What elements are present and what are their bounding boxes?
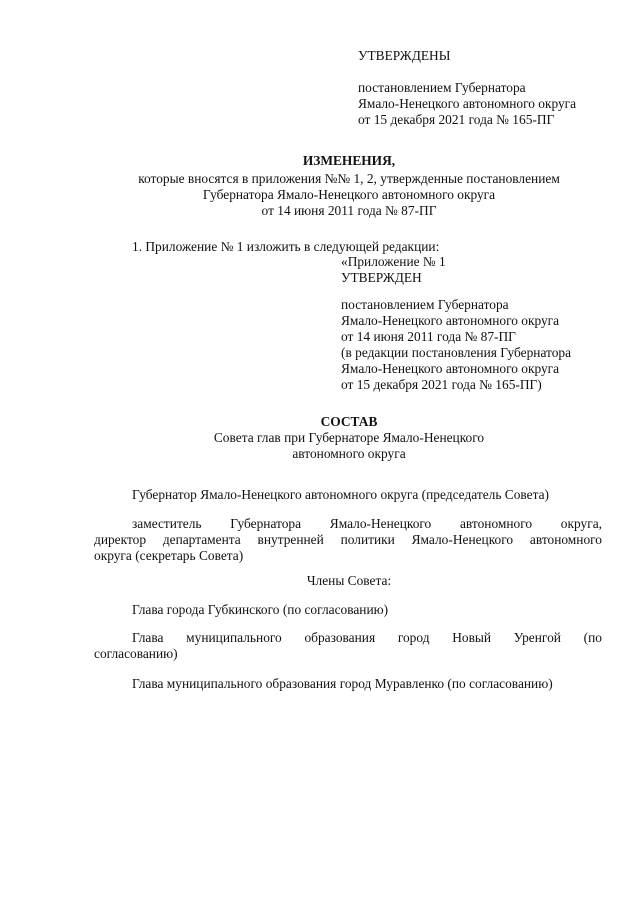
secretary-entry-line: округа (секретарь Совета) [94, 548, 244, 563]
appendix-line: от 14 июня 2011 года № 87-ПГ [341, 329, 516, 344]
member-entry: Глава муниципального образования город Муравленко (по согласованию) [132, 676, 553, 691]
secretary-entry-line: заместитель Губернатора Ямало-Ненецкого автономного округа, [132, 516, 602, 531]
approval-line: постановлением Губернатора [358, 80, 526, 95]
appendix-line: Ямало-Ненецкого автономного округа [341, 313, 560, 328]
secretary-entry-line: директор департамента внутренней политики Ямало-Ненецкого автономного [94, 532, 602, 547]
appendix-line: от 15 декабря 2021 года № 165-ПГ) [341, 377, 542, 392]
member-entry-line: Глава муниципального образования город Новый Уренгой (по [132, 630, 602, 645]
changes-subtitle-line: которые вносятся в приложения №№ 1, 2, утвержденные постановлением [138, 171, 560, 186]
item-1: 1. Приложение № 1 изложить в следующей редакции: [132, 239, 440, 254]
changes-subtitle-line: от 14 июня 2011 года № 87-ПГ [261, 203, 437, 218]
appendix-line: (в редакции постановления Губернатора [341, 345, 572, 360]
composition-title: СОСТАВ [320, 414, 378, 429]
member-entry-line: согласованию) [94, 646, 178, 661]
appendix-line: Ямало-Ненецкого автономного округа [341, 361, 560, 376]
approval-line: Ямало-Ненецкого автономного округа [358, 96, 577, 111]
approval-title: УТВЕРЖДЕНЫ [358, 48, 451, 63]
changes-subtitle-line: Губернатора Ямало-Ненецкого автономного округа [202, 187, 496, 202]
composition-subtitle-line: Совета глав при Губернаторе Ямало-Ненецкого [213, 430, 485, 445]
appendix-line: «Приложение № 1 [341, 254, 446, 269]
chair-entry: Губернатор Ямало-Ненецкого автономного округа (председатель Совета) [132, 487, 550, 502]
approval-line: от 15 декабря 2021 года № 165-ПГ [358, 112, 555, 127]
changes-title: ИЗМЕНЕНИЯ, [302, 153, 396, 168]
appendix-line: постановлением Губернатора [341, 297, 509, 312]
appendix-approved: УТВЕРЖДЕН [341, 270, 422, 285]
members-heading: Члены Совета: [306, 573, 392, 588]
member-entry: Глава города Губкинского (по согласованию) [132, 602, 389, 617]
composition-subtitle-line: автономного округа [292, 446, 406, 461]
